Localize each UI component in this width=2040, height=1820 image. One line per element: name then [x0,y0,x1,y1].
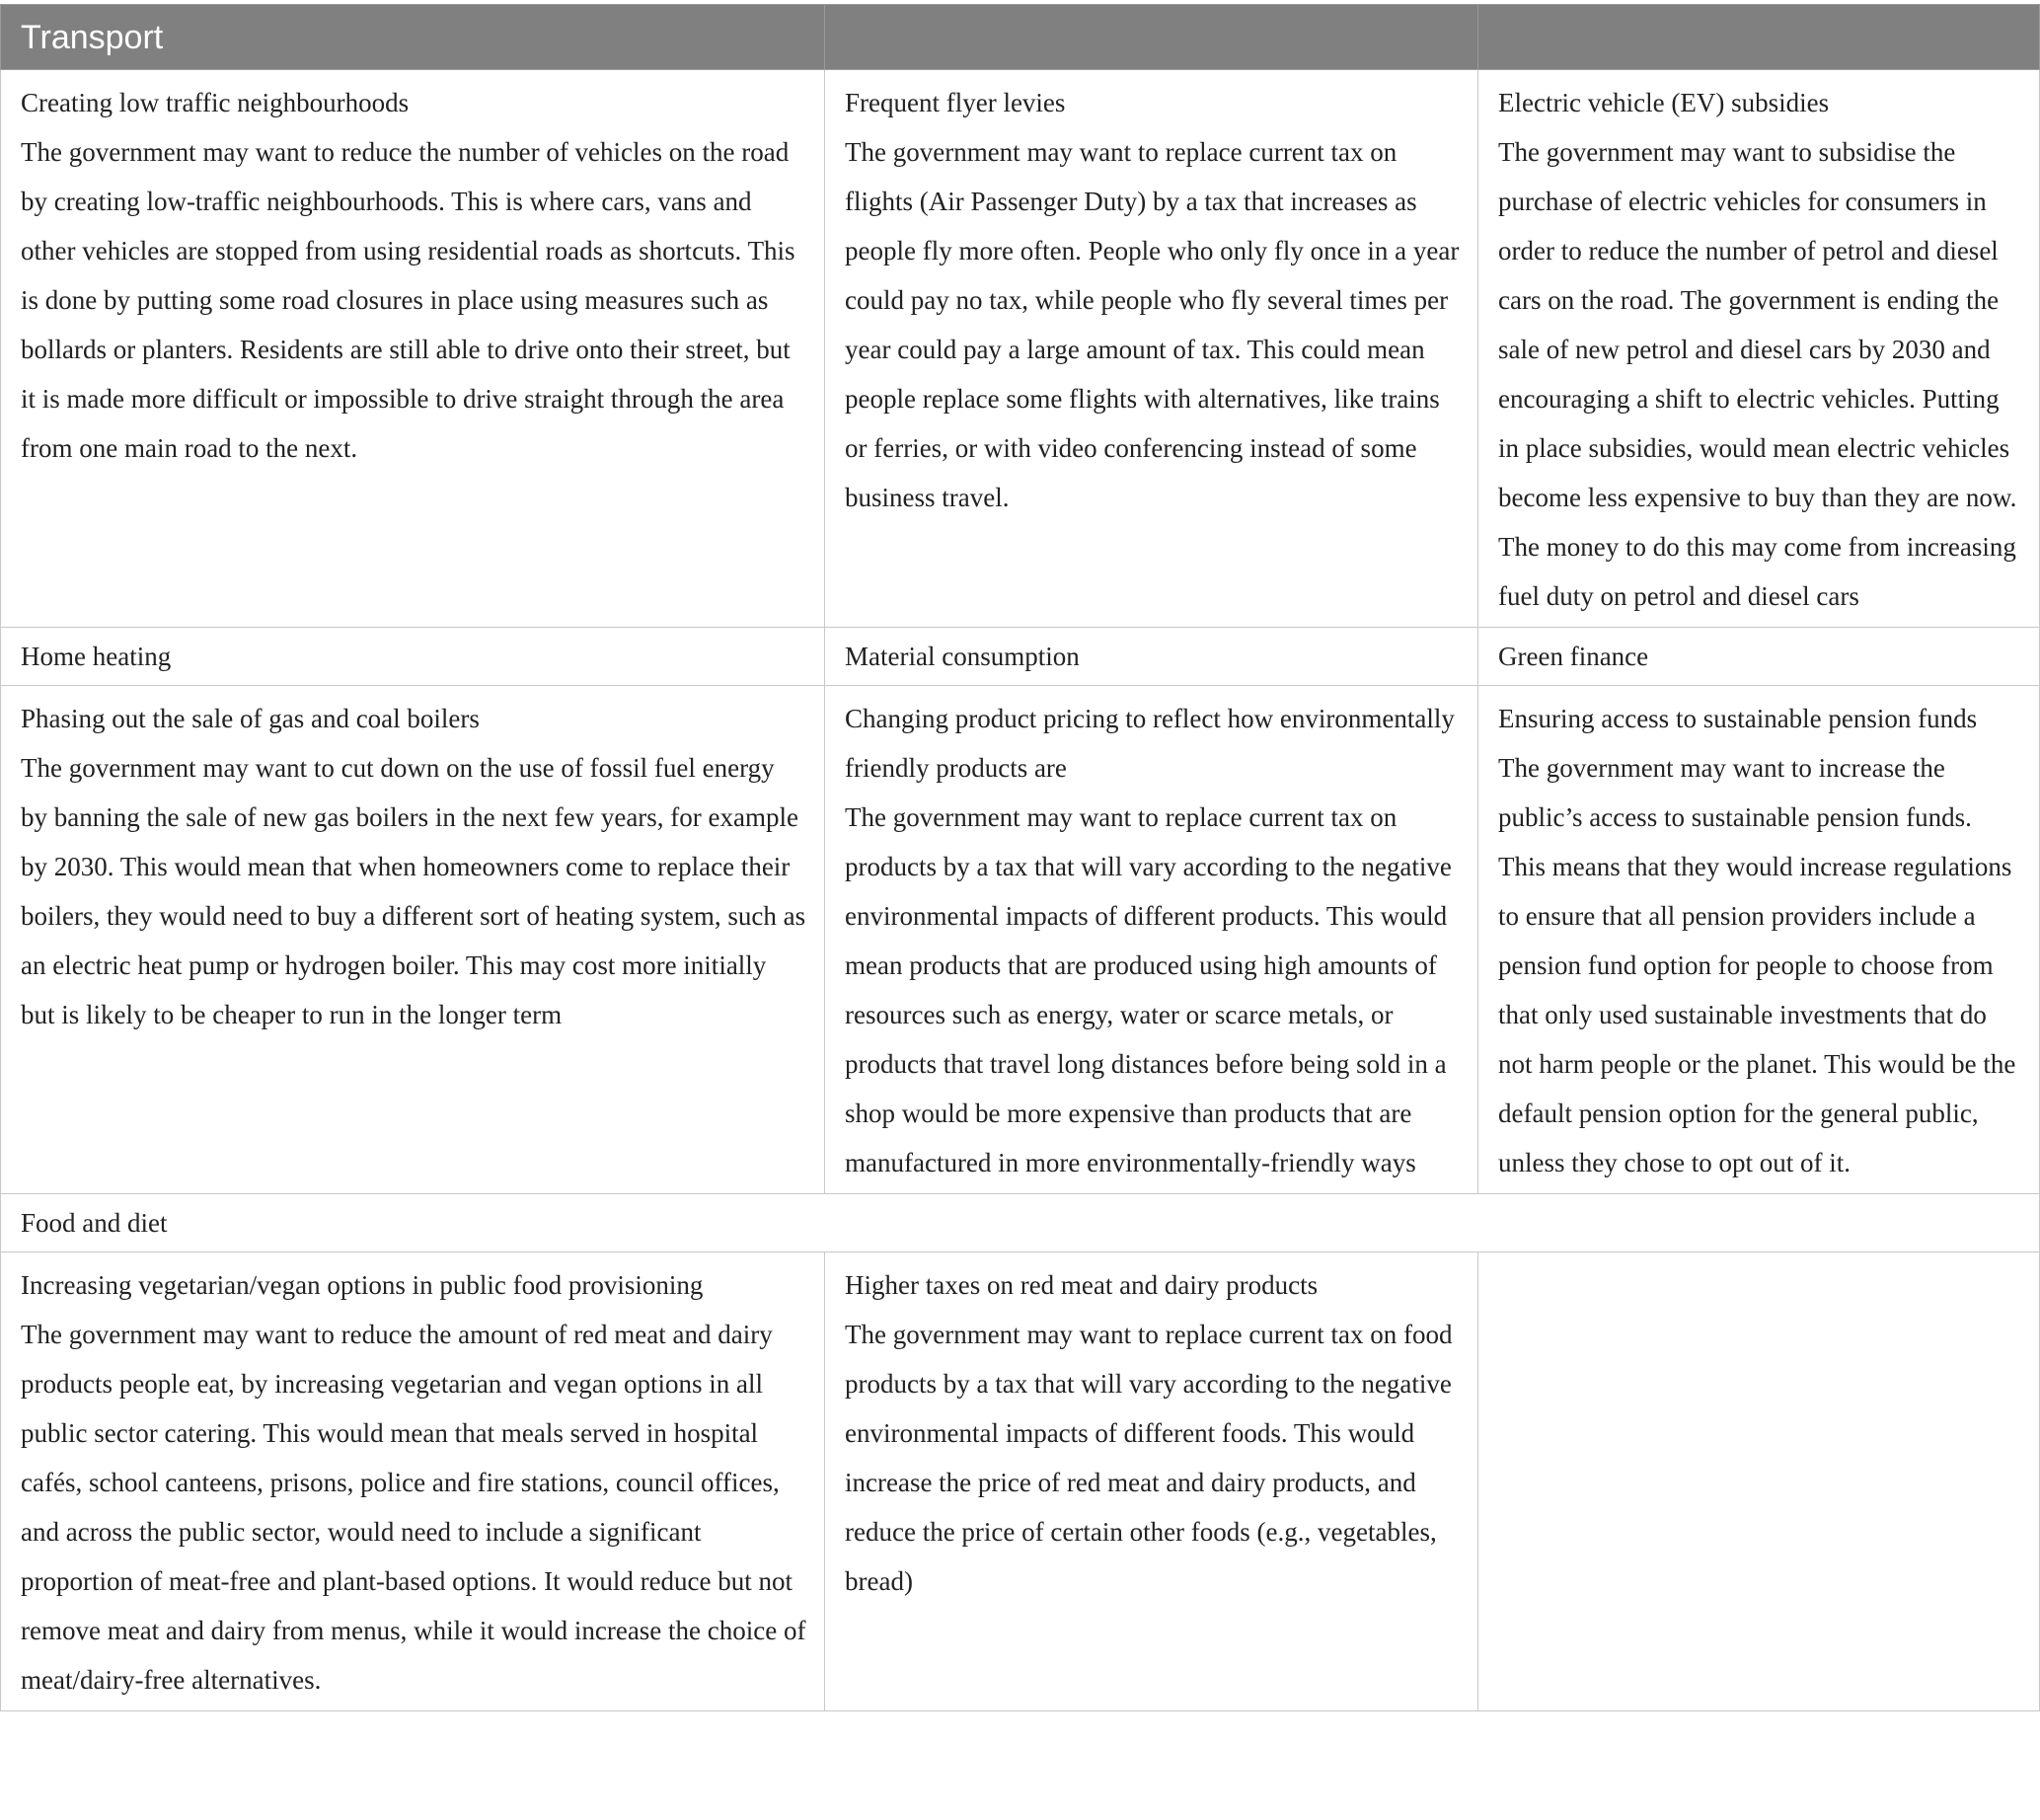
policy-table [0,4,2040,1711]
header-cell-transport: Transport [1,5,825,70]
policy-title: Changing product pricing to reflect how environmentally friendly products are [845,704,1455,783]
category-home-heating: Home heating [1,628,825,686]
policy-title: Phasing out the sale of gas and coal boilers [21,704,480,733]
empty-cell [1478,1252,2040,1711]
category-material-consumption: Material consumption [825,628,1478,686]
policy-title: Increasing vegetarian/vegan options in public food provisioning [21,1270,704,1300]
policy-description: The government may want to replace current tax on flights (Air Passenger Duty) by a tax that increases as people fly more often. People who only fly once in a year could pay no tax, while people who fly several times per year could pay a large amount of tax. This could mean people replace some flights with alternatives, like trains or ferries, or with video conferencing instead of some business travel. [845,137,1460,512]
policy-cell-ev-subsidies [1478,70,2040,628]
category-green-finance: Green finance [1478,628,2040,686]
policy-cell-meat-dairy-tax [825,1252,1478,1711]
table-row-transport [1,70,2040,628]
policy-cell-frequent-flyer [825,70,1478,628]
policy-title: Higher taxes on red meat and dairy products [845,1270,1319,1300]
category-row-2 [1,628,2040,686]
policy-description: The government may want to cut down on the use of fossil fuel energy by banning the sale of new gas boilers in the next few years, for example by 2030. This would mean that when homeowners come to replace their boilers, they would need to buy a different sort of heating system, such as an electric heat pump or hydrogen boiler. This may cost more initially but is likely to be cheaper to run in the longer term [21,753,806,1029]
policy-description: The government may want to reduce the amount of red meat and dairy products people eat, by increasing vegetarian and vegan options in all public sector catering. This would mean that meals served in hospital cafés, school canteens, prisons, police and fire stations, council offices, and across the public sector, would need to include a significant proportion of meat-free and plant-based options. It would reduce but not remove meat and dairy from menus, while it would increase the choice of meat/dairy-free alternatives. [21,1320,806,1695]
policy-title: Ensuring access to sustainable pension funds [1498,704,1978,733]
policy-cell-vegetarian-options [1,1252,825,1711]
policy-cell-product-pricing [825,686,1478,1194]
category-food-and-diet: Food and diet [1,1194,2040,1252]
policy-cell-pension-funds [1478,686,2040,1194]
policy-title: Creating low traffic neighbourhoods [21,88,410,117]
table-row-food [1,1252,2040,1711]
policy-cell-boilers [1,686,825,1194]
table-header-row [1,5,2040,70]
table-row-2 [1,686,2040,1194]
policy-title: Electric vehicle (EV) subsidies [1498,88,1830,117]
policy-cell-low-traffic [1,70,825,628]
policy-description: The government may want to reduce the number of vehicles on the road by creating low-traffic neighbourhoods. This is where cars, vans and other vehicles are stopped from using residential roads as shortcuts. This is done by putting some road closures in place using measures such as bollards or planters. Residents are still able to drive onto their street, but it is made more difficult or impossible to drive straight through the area from one main road to the next. [21,137,795,463]
policy-description: The government may want to increase the public’s access to sustainable pension funds. This means that they would increase regulations to ensure that all pension providers include a pension fund option for people to choose from that only used sustainable investments that do not harm people or the planet. This would be the default pension option for the general public, unless they chose to opt out of it. [1498,753,2016,1177]
policy-description: The government may want to replace current tax on food products by a tax that will vary according to the negative environmental impacts of different foods. This would increase the price of red meat and dairy products, and reduce the price of certain other foods (e.g., vegetables, bread) [845,1320,1453,1596]
header-cell-empty-3 [1478,5,2040,70]
header-cell-empty-2 [825,5,1478,70]
policy-title: Frequent flyer levies [845,88,1066,117]
category-row-3 [1,1194,2040,1252]
policy-description: The government may want to subsidise the purchase of electric vehicles for consumers in order to reduce the number of petrol and diesel cars on the road. The government is ending the sale of new petrol and diesel cars by 2030 and encouraging a shift to electric vehicles. Putting in place subsidies, would mean electric vehicles become less expensive to buy than they are now. The money to do this may come from increasing fuel duty on petrol and diesel cars [1498,137,2017,611]
policy-description: The government may want to replace current tax on products by a tax that will vary according to the negative environmental impacts of different products. This would mean products that are produced using high amounts of resources such as energy, water or scarce metals, or products that travel long distances before being sold in a shop would be more expensive than products that are manufactured in more environmentally-friendly ways [845,802,1452,1177]
